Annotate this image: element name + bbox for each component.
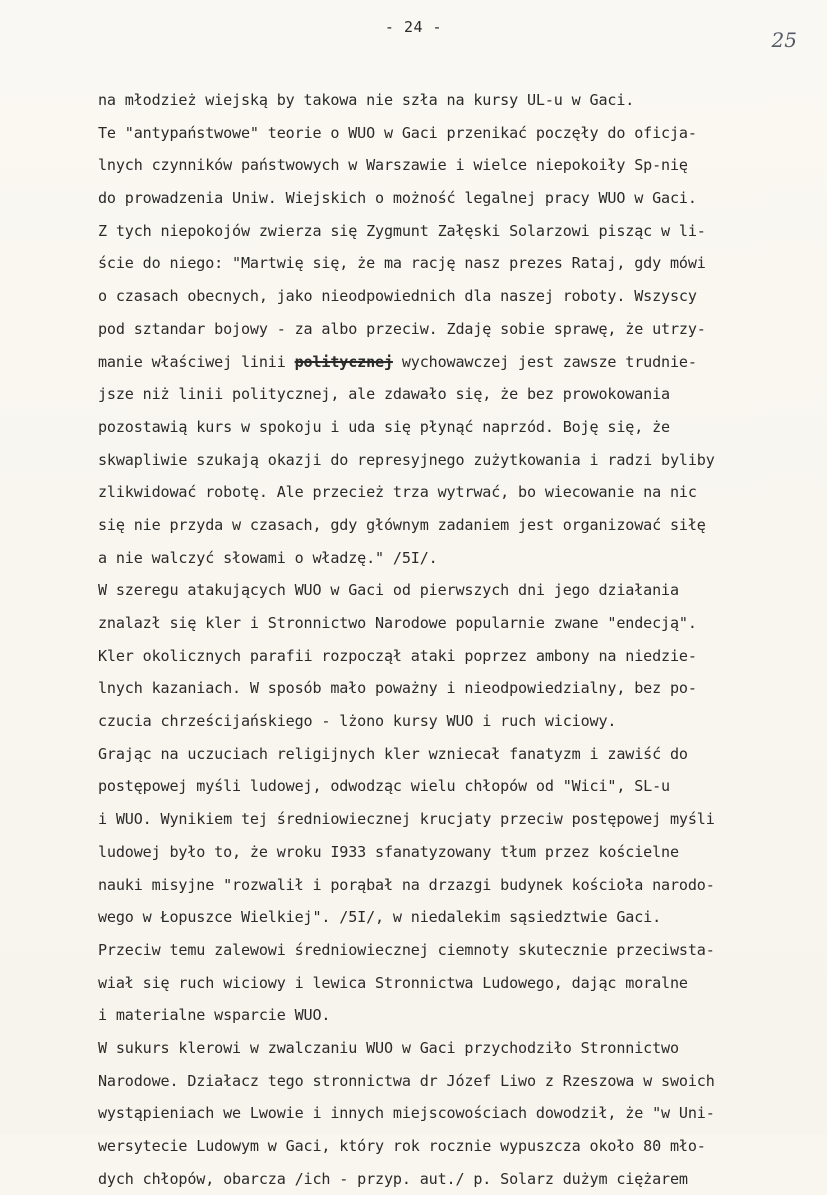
text-line: ludowej było to, że wroku I933 sfanatyzowany tłum przez kościelne — [98, 842, 679, 861]
text-line: Przeciw temu zalewowi średniowiecznej ciemnoty skutecznie przeciwsta- — [98, 940, 715, 959]
text-line: wystąpieniach we Lwowie i innych miejscowościach dowodził, że "w Uni- — [98, 1104, 715, 1123]
text-line: czucia chrześcijańskiego - lżono kursy WUO i ruch wiciowy. — [98, 712, 617, 731]
text-line: lnych czynników państwowych w Warszawie i wielce niepokoiły Sp-nię — [98, 156, 688, 175]
struck-out-word: politycznej — [294, 352, 393, 371]
text-line: jsze niż linii politycznej, ale zdawało się, że bez prowokowania — [98, 385, 670, 404]
text-line: Z tych niepokojów zwierza się Zygmunt Załęski Solarzowi pisząc w li- — [98, 221, 706, 240]
text-line: nauki misyjne "rozwalił i porąbał na drzazgi budynek kościoła narodo- — [98, 875, 715, 894]
text-line — [98, 346, 818, 379]
text-line: wersytecie Ludowym w Gaci, który rok rocznie wypuszcza około 80 mło- — [98, 1137, 706, 1155]
text-line: pod sztandar bojowy - za albo przeciw. Zdaję sobie sprawę, że utrzy- — [98, 319, 706, 338]
text-line: lnych kazaniach. W sposób mało poważny i nieodpowiedzialny, bez po- — [98, 679, 697, 698]
text-line: do prowadzenia Uniw. Wiejskich o możność legalnej pracy WUO w Gaci. — [98, 189, 697, 208]
text-line: Kler okolicznych parafii rozpoczął ataki poprzez ambony na niedzie- — [98, 646, 697, 665]
text-line: wego w Łopuszce Wielkiej". /5I/, w niedalekim sąsiedztwie Gaci. — [98, 908, 662, 927]
text-line: znalazł się kler i Stronnictwo Narodowe popularnie zwane "endecją". — [98, 614, 697, 632]
text-line: W sukurs klerowi w zwalczaniu WUO w Gaci przychodziło Stronnictwo — [98, 1038, 679, 1057]
text-line: Te "antypaństwowe" teorie o WUO w Gaci przenikać poczęły do oficja- — [98, 123, 697, 142]
text-segment: manie właściwej linii — [98, 352, 295, 371]
text-line: zlikwidować robotę. Ale przecież trza wytrwać, bo wiecowanie na nic — [98, 483, 697, 502]
text-line: Grając na uczuciach religijnych kler wzniecał fanatyzm i zawiść do — [98, 744, 688, 763]
text-segment: wychowawczej jest zawsze trudnie- — [392, 352, 697, 371]
text-line: o czasach obecnych, jako nieodpowiednich dla naszej roboty. Wszyscy — [98, 287, 697, 306]
text-line: się nie przyda w czasach, gdy głównym zadaniem jest organizować siłę — [98, 515, 706, 534]
text-line: pozostawią kurs w spokoju i uda się płynąć naprzód. Boję się, że — [98, 417, 670, 436]
text-line: wiał się ruch wiciowy i lewica Stronnictwa Ludowego, dając moralne — [98, 973, 688, 992]
text-line: a nie walczyć słowami o władzę." /5I/. — [98, 548, 438, 567]
text-line: postępowej myśli ludowej, odwodząc wielu chłopów od "Wici", SL-u — [98, 777, 670, 796]
text-line: skwapliwie szukają okazji do represyjnego zużytkowania i radzi byliby — [98, 450, 715, 469]
archive-page-number: 25 — [771, 28, 797, 52]
text-line: Narodowe. Działacz tego stronnictwa dr Józef Liwo z Rzeszowa w swoich — [98, 1071, 715, 1090]
text-line: i WUO. Wynikiem tej średniowiecznej krucjaty przeciw postępowej myśli — [98, 810, 715, 829]
page-number: - 24 - — [384, 18, 443, 36]
body-text — [98, 84, 818, 1195]
text-line: dych chłopów, obarcza /ich - przyp. aut./ p. Solarz dużym ciężarem — [98, 1169, 688, 1188]
text-line: i materialne wsparcie WUO. — [98, 1006, 331, 1025]
text-line: na młodzież wiejską by takowa nie szła na kursy UL-u w Gaci. — [98, 91, 635, 109]
text-line: ście do niego: "Martwię się, że ma rację nasz prezes Rataj, gdy mówi — [98, 254, 706, 273]
text-line: W szeregu atakujących WUO w Gaci od pierwszych dni jego działania — [98, 581, 679, 600]
